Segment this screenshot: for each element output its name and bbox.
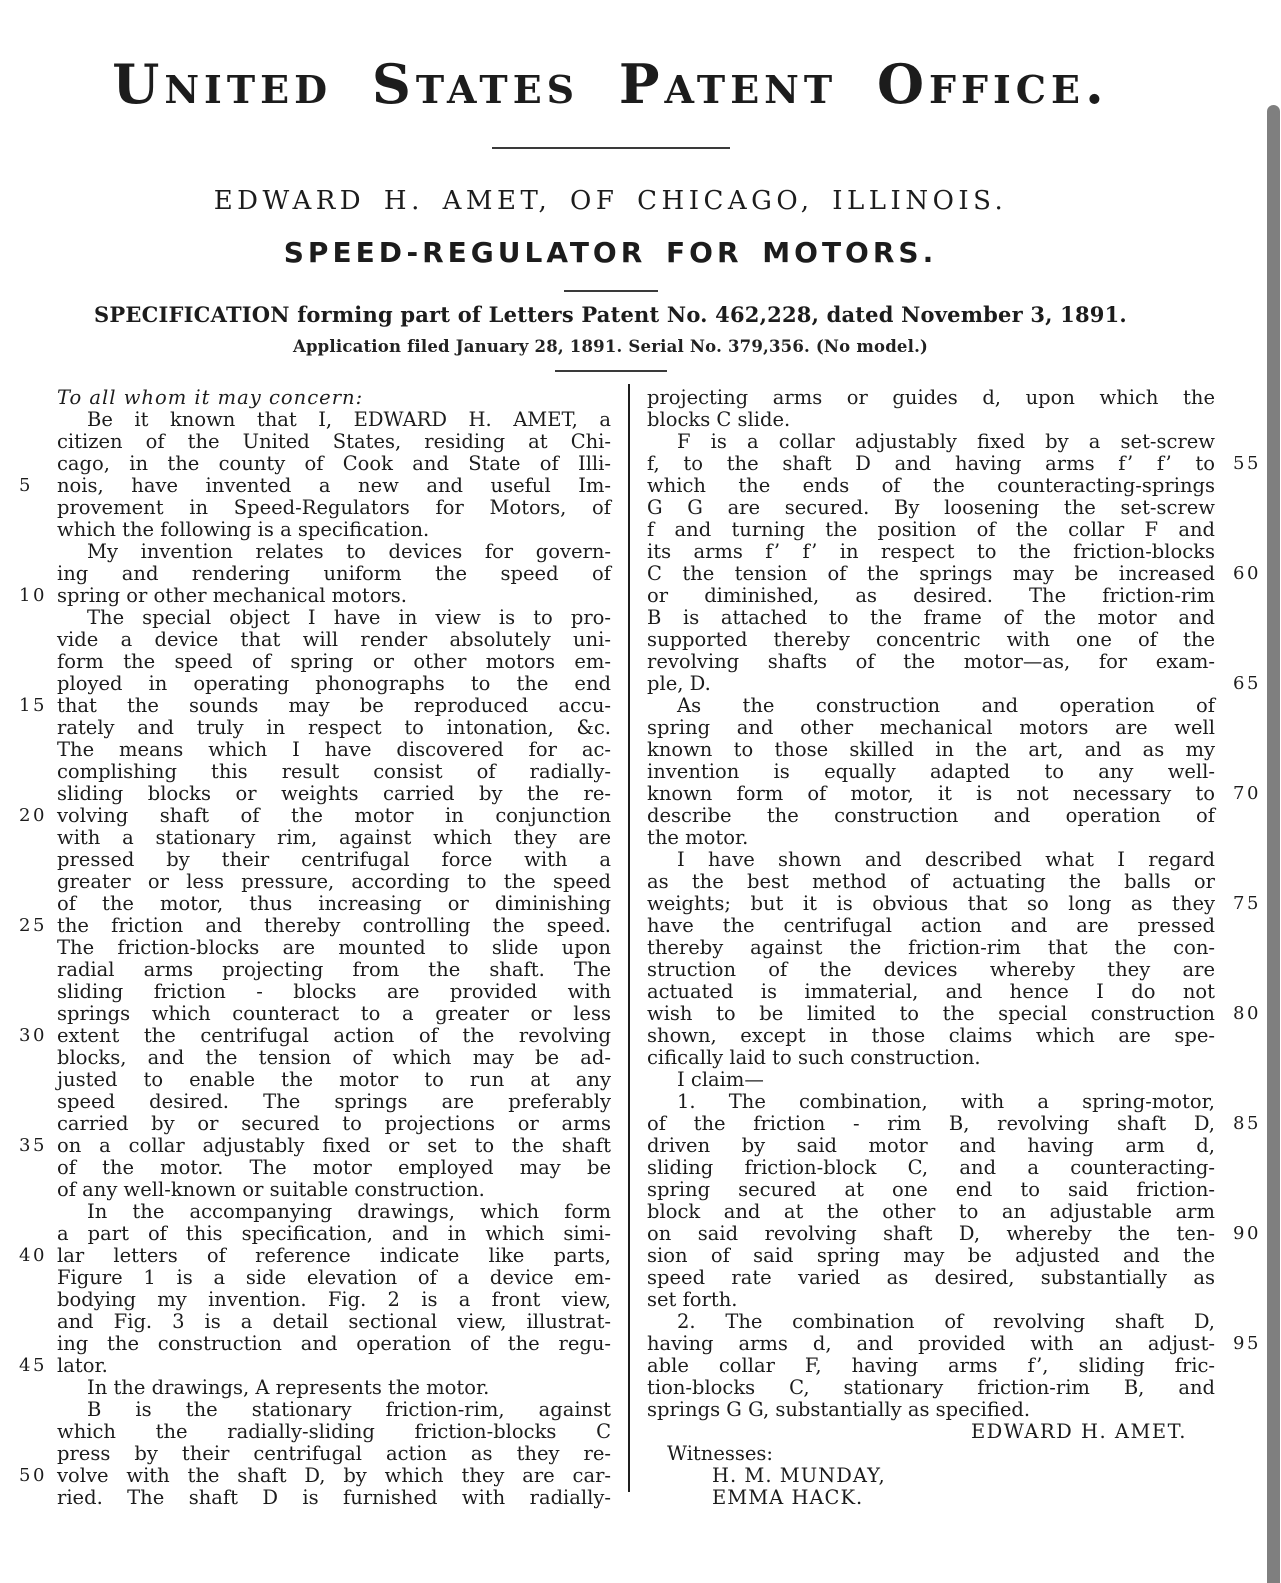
page-title: United States Patent Office. xyxy=(112,52,1109,116)
text-line: known form of motor, it is not necessary to 70 xyxy=(647,783,1215,805)
text-line: sion of said spring may be adjusted and the xyxy=(647,1244,1215,1267)
text-line: speed rate varied as desired, substantially as xyxy=(647,1266,1215,1289)
text-line: ried. The shaft D is furnished with radially- xyxy=(57,1486,611,1509)
text-line: shown, except in those claims which are spe- xyxy=(647,1024,1215,1047)
text-line: The special object I have in view is to pro- xyxy=(87,606,611,629)
text-line: as the best method of actuating the balls or xyxy=(647,870,1215,893)
column-divider xyxy=(628,384,630,1492)
line-number: 70 xyxy=(1233,783,1261,804)
text-line: on said revolving shaft D, whereby the ten- 90 xyxy=(647,1223,1215,1245)
text-line: sliding blocks or weights carried by the re- xyxy=(57,782,611,805)
line-number: 20 xyxy=(19,805,47,826)
text-line: have the centrifugal action and are pressed xyxy=(647,914,1215,937)
text-line: and Fig. 3 is a detail sectional view, illustrat- xyxy=(57,1310,611,1333)
text-line: able collar F, having arms f’, sliding fric- xyxy=(647,1354,1215,1377)
text-line: which the ends of the counteracting-springs xyxy=(647,474,1215,497)
text-line: Be it known that I, EDWARD H. AMET, a xyxy=(87,408,611,431)
left-column xyxy=(19,386,611,1509)
application-line: Application filed January 28, 1891. Serial No. 379,356. (No model.) xyxy=(292,337,929,356)
text-line: which the radially-sliding friction-blocks C xyxy=(57,1420,611,1443)
text-line: f, to the shaft D and having arms f’ f’ to 55 xyxy=(647,453,1215,475)
text-line: carried by or secured to projections or arms xyxy=(57,1112,611,1135)
text-line: ing the construction and operation of the regu- xyxy=(57,1332,611,1355)
text-line: extent the centrifugal action of the revolving 30 xyxy=(19,1024,611,1047)
text-line: lator. 45 xyxy=(19,1354,108,1377)
line-number: 95 xyxy=(1233,1333,1261,1354)
text-line: blocks, and the tension of which may be ad- xyxy=(57,1046,611,1069)
text-line: tion-blocks C, stationary friction-rim B, and xyxy=(647,1376,1215,1399)
text-line: 1. The combination, with a spring-motor, xyxy=(677,1090,1215,1113)
text-line: lar letters of reference indicate like parts, 40 xyxy=(19,1244,611,1267)
text-line: provement in Speed-Regulators for Motors, of xyxy=(57,496,611,519)
line-number: 65 xyxy=(1233,673,1261,694)
text-line: f and turning the position of the collar F and xyxy=(647,518,1215,541)
text-line: of the friction - rim B, revolving shaft D, 85 xyxy=(647,1113,1215,1135)
text-line: press by their centrifugal action as they re- xyxy=(57,1442,611,1465)
line-number: 10 xyxy=(19,585,47,606)
text-line: In the drawings, A represents the motor. xyxy=(87,1376,490,1399)
text-line: Witnesses: xyxy=(667,1442,774,1465)
inventor-line: EDWARD H. AMET, OF CHICAGO, ILLINOIS. xyxy=(213,186,1008,216)
text-line: that the sounds may be reproduced accu- 15 xyxy=(19,694,611,717)
text-line: wish to be limited to the special construction 80 xyxy=(647,1003,1215,1025)
line-number: 15 xyxy=(19,695,47,716)
text-line: or diminished, as desired. The friction-rim xyxy=(647,584,1215,607)
scrollbar-thumb[interactable] xyxy=(1267,105,1280,1583)
text-line: spring or other mechanical motors. 10 xyxy=(19,584,407,607)
text-line: ing and rendering uniform the speed of xyxy=(57,562,611,585)
text-line: sliding friction-block C, and a counteracting- xyxy=(647,1156,1215,1179)
line-number: 35 xyxy=(19,1135,47,1156)
text-line: which the following is a specification. xyxy=(57,518,430,541)
text-line: thereby against the friction-rim that the con- xyxy=(647,936,1215,959)
text-line: rately and truly in respect to intonation, &c. xyxy=(57,716,611,739)
text-line: speed desired. The springs are preferably xyxy=(57,1090,611,1113)
text-line: I claim— xyxy=(677,1068,764,1091)
text-line: cifically laid to such construction. xyxy=(647,1046,981,1069)
text-line: projecting arms or guides d, upon which the xyxy=(647,386,1215,409)
line-number: 40 xyxy=(19,1245,47,1266)
line-number: 30 xyxy=(19,1025,47,1046)
text-line: describe the construction and operation of xyxy=(647,804,1215,827)
text-line: C the tension of the springs may be increased 60 xyxy=(647,563,1215,585)
divider xyxy=(492,147,730,149)
text-line: To all whom it may concern: xyxy=(57,386,364,409)
text-line: of the motor, thus increasing or diminishing xyxy=(57,892,611,915)
text-line: spring and other mechanical motors are well xyxy=(647,716,1215,739)
divider xyxy=(564,290,658,292)
text-line: spring secured at one end to said friction- xyxy=(647,1178,1215,1201)
text-line: pressed by their centrifugal force with a xyxy=(57,848,611,871)
line-number: 60 xyxy=(1233,563,1261,584)
text-line: blocks C slide. xyxy=(647,408,791,431)
text-line: sliding friction - blocks are provided with xyxy=(57,980,611,1003)
text-line: H. M. MUNDAY, xyxy=(712,1464,886,1487)
text-line: revolving shafts of the motor—as, for exam- xyxy=(647,650,1215,673)
text-line: form the speed of spring or other motors em- xyxy=(57,650,611,673)
text-line: weights; but it is obvious that so long as they 75 xyxy=(647,893,1215,915)
text-line: B is attached to the frame of the motor and xyxy=(647,606,1215,629)
invention-title: SPEED-REGULATOR FOR MOTORS. xyxy=(283,236,938,269)
text-line: invention is equally adapted to any well- xyxy=(647,760,1215,783)
text-line: justed to enable the motor to run at any xyxy=(57,1068,611,1091)
text-line: volve with the shaft D, by which they are car- 50 xyxy=(19,1464,611,1487)
text-line: struction of the devices whereby they are xyxy=(647,958,1215,981)
line-number: 55 xyxy=(1233,453,1261,474)
text-line: B is the stationary friction-rim, against xyxy=(87,1398,611,1421)
text-line: As the construction and operation of xyxy=(677,694,1215,717)
text-line: volving shaft of the motor in conjunction 20 xyxy=(19,804,611,827)
text-line: on a collar adjustably fixed or set to the shaft 35 xyxy=(19,1134,611,1157)
text-line: Figure 1 is a side elevation of a device em- xyxy=(57,1266,611,1289)
text-line: vide a device that will render absolutely uni- xyxy=(57,628,611,651)
text-line: EMMA HACK. xyxy=(712,1486,864,1509)
text-line: I have shown and described what I regard xyxy=(677,848,1215,871)
line-number: 90 xyxy=(1233,1223,1261,1244)
text-line: In the accompanying drawings, which form xyxy=(87,1200,611,1223)
text-line: nois, have invented a new and useful Im- 5 xyxy=(19,474,611,497)
text-line: complishing this result consist of radially- xyxy=(57,760,611,783)
text-line: bodying my invention. Fig. 2 is a front view, xyxy=(57,1288,611,1311)
line-number: 85 xyxy=(1233,1113,1261,1134)
text-line: 2. The combination of revolving shaft D, xyxy=(677,1310,1215,1333)
text-line: ple, D. 65 xyxy=(647,673,1215,695)
text-line: F is a collar adjustably fixed by a set-screw xyxy=(677,430,1215,453)
text-line: springs G G, substantially as specified. xyxy=(647,1398,1031,1421)
text-line: set forth. xyxy=(647,1288,738,1311)
text-line: its arms f’ f’ in respect to the friction-blocks xyxy=(647,540,1215,563)
text-line: having arms d, and provided with an adjust- 95 xyxy=(647,1333,1215,1355)
text-line: ployed in operating phonographs to the end xyxy=(57,672,611,695)
text-line: citizen of the United States, residing at Chi- xyxy=(57,430,611,453)
line-number: 45 xyxy=(19,1355,47,1376)
text-line: a part of this specification, and in which simi- xyxy=(57,1222,611,1245)
line-number: 80 xyxy=(1233,1003,1261,1024)
text-line: springs which counteract to a greater or less xyxy=(57,1002,611,1025)
text-line: of any well-known or suitable construction. xyxy=(57,1178,485,1201)
text-line: supported thereby concentric with one of the xyxy=(647,628,1215,651)
text-line: driven by said motor and having arm d, xyxy=(647,1134,1215,1157)
text-line: My invention relates to devices for govern- xyxy=(87,540,611,563)
text-line: known to those skilled in the art, and as my xyxy=(647,738,1215,761)
line-number: 50 xyxy=(19,1465,47,1486)
text-line: block and at the other to an adjustable arm xyxy=(647,1200,1215,1223)
text-line: the friction and thereby controlling the speed. 25 xyxy=(19,914,611,937)
text-line: G G are secured. By loosening the set-screw xyxy=(647,496,1215,519)
text-line: of the motor. The motor employed may be xyxy=(57,1156,611,1179)
text-line: with a stationary rim, against which they are xyxy=(57,826,611,849)
text-line: actuated is immaterial, and hence I do not xyxy=(647,980,1215,1003)
text-line: The means which I have discovered for ac- xyxy=(57,738,611,761)
divider xyxy=(555,370,667,372)
text-line: cago, in the county of Cook and State of Illi- xyxy=(57,452,611,475)
line-number: 5 xyxy=(19,475,33,496)
text-line: the motor. xyxy=(647,826,749,849)
line-number: 25 xyxy=(19,915,47,936)
text-line: radial arms projecting from the shaft. The xyxy=(57,958,611,981)
text-line: The friction-blocks are mounted to slide upon xyxy=(57,936,611,959)
right-column xyxy=(647,386,1261,1509)
text-line: greater or less pressure, according to the speed xyxy=(57,870,611,893)
specification-line: SPECIFICATION forming part of Letters Patent No. 462,228, dated November 3, 1891. xyxy=(94,302,1127,327)
text-line: EDWARD H. AMET. xyxy=(970,1420,1187,1443)
line-number: 75 xyxy=(1233,893,1261,914)
